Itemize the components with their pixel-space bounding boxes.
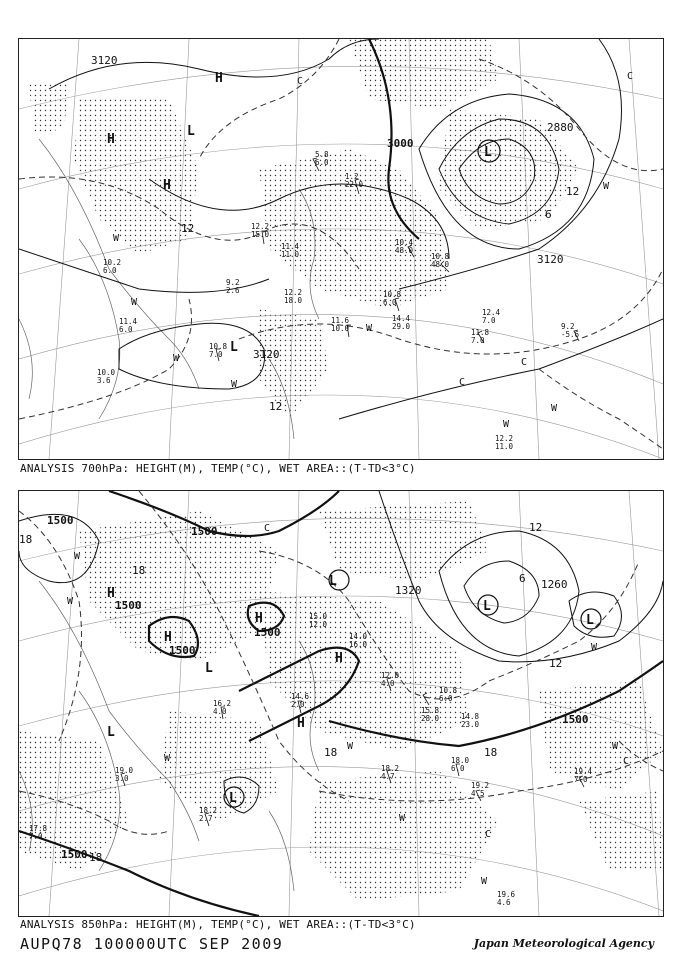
svg-text:18.2: 18.2 <box>199 806 218 815</box>
chart-code-label: AUPQ78 100000UTC SEP 2009 <box>20 935 284 953</box>
svg-text:11.0: 11.0 <box>495 442 514 451</box>
station-obs <box>349 632 368 649</box>
svg-text:4.0: 4.0 <box>381 679 395 688</box>
station-obs <box>226 278 240 295</box>
svg-text:14.4: 14.4 <box>392 314 411 323</box>
high-pressure-symbol: H <box>107 586 115 601</box>
warm-mark: W <box>74 551 81 562</box>
station-obs <box>461 712 480 729</box>
svg-text:12.2: 12.2 <box>495 434 514 443</box>
contour-label: 3000 <box>387 137 414 150</box>
svg-text:2.7: 2.7 <box>199 814 213 823</box>
station-obs <box>115 766 134 783</box>
svg-text:12.0: 12.0 <box>309 620 328 629</box>
map-700hpa-canvas <box>19 39 663 459</box>
svg-text:6.0: 6.0 <box>383 298 397 307</box>
contour-label: 1500 <box>169 644 196 657</box>
isotherm-label: 18 <box>132 564 146 577</box>
isotherm-label: 12 <box>269 400 283 413</box>
svg-text:2.6: 2.6 <box>226 286 240 295</box>
svg-text:5.8: 5.8 <box>315 150 329 159</box>
svg-text:29.0: 29.0 <box>392 322 411 331</box>
warm-mark: W <box>347 741 354 752</box>
svg-text:3.0: 3.0 <box>115 774 129 783</box>
contour-label: 1260 <box>541 578 568 591</box>
svg-text:10.8: 10.8 <box>383 290 402 299</box>
svg-text:7.0: 7.0 <box>482 316 496 325</box>
station-obs <box>315 150 329 167</box>
svg-text:19.4: 19.4 <box>574 767 593 776</box>
svg-text:19.6: 19.6 <box>497 890 516 899</box>
svg-text:3.6: 3.6 <box>97 376 111 385</box>
svg-text:15.8: 15.8 <box>421 706 440 715</box>
cold-mark: C <box>264 523 271 534</box>
contour-label: 3120 <box>537 253 564 266</box>
station-obs <box>421 706 440 723</box>
station-obs <box>251 222 270 239</box>
station-obs <box>495 434 514 451</box>
svg-text:4.7: 4.7 <box>381 772 395 781</box>
svg-text:17.8: 17.8 <box>29 824 48 833</box>
isotherm-label: 18 <box>89 851 103 864</box>
contour-label: 1500 <box>562 713 589 726</box>
warm-mark: W <box>113 233 120 244</box>
svg-text:6.0: 6.0 <box>103 266 117 275</box>
low-pressure-symbol: L <box>229 791 237 806</box>
isotherm-label: 18 <box>324 746 338 759</box>
high-pressure-symbol: H <box>164 630 172 645</box>
wet-area <box>259 591 469 751</box>
warm-mark: W <box>399 813 406 824</box>
svg-text:9.2: 9.2 <box>561 322 575 331</box>
svg-text:7.0: 7.0 <box>29 832 43 841</box>
station-obs <box>199 806 217 823</box>
warm-mark: W <box>173 353 180 364</box>
map-850hpa-canvas <box>19 491 663 916</box>
svg-text:10.0: 10.0 <box>331 324 350 333</box>
svg-text:6.0: 6.0 <box>119 325 133 334</box>
high-pressure-symbol: H <box>255 611 263 626</box>
map-panel-850hpa <box>18 490 664 917</box>
station-obs <box>431 252 450 269</box>
svg-text:4.6: 4.6 <box>497 898 511 907</box>
map-panel-700hpa <box>18 38 664 460</box>
station-obs <box>309 612 328 629</box>
wet-area <box>159 711 279 821</box>
svg-text:-5.6: -5.6 <box>561 330 580 339</box>
warm-mark: W <box>551 403 558 414</box>
svg-text:10.4: 10.4 <box>395 238 414 247</box>
warm-mark: W <box>67 596 74 607</box>
station-obs <box>471 781 489 798</box>
cold-mark: C <box>297 76 304 87</box>
station-obs <box>497 890 516 907</box>
warm-mark: W <box>603 181 610 192</box>
warm-mark: W <box>612 741 619 752</box>
svg-text:12.4: 12.4 <box>482 308 501 317</box>
agency-name: Japan Meteorological Agency <box>473 937 654 950</box>
isotherm-label: 18 <box>19 533 33 546</box>
svg-text:2.0: 2.0 <box>291 700 305 709</box>
caption-850hpa: ANALYSIS 850hPa: HEIGHT(M), TEMP(°C), WET AREA::(T-TD<3°C) <box>20 918 416 931</box>
svg-text:7.0: 7.0 <box>574 775 588 784</box>
cold-mark: C <box>623 756 630 767</box>
contour-label: 1500 <box>47 514 74 527</box>
svg-text:48.0: 48.0 <box>395 246 414 255</box>
high-pressure-symbol: H <box>163 178 171 193</box>
svg-text:14.0: 14.0 <box>349 632 368 641</box>
low-pressure-symbol: L <box>484 145 492 160</box>
svg-text:1.2: 1.2 <box>345 172 359 181</box>
svg-text:10.8: 10.8 <box>431 252 450 261</box>
warm-mark: W <box>481 876 488 887</box>
svg-text:11.8: 11.8 <box>471 328 490 337</box>
station-obs <box>392 314 411 331</box>
contour-label: 1320 <box>395 584 422 597</box>
svg-text:12.0: 12.0 <box>381 671 400 680</box>
svg-text:12.2: 12.2 <box>251 222 270 231</box>
caption-700hpa: ANALYSIS 700hPa: HEIGHT(M), TEMP(°C), WET AREA::(T-TD<3°C) <box>20 462 416 475</box>
wet-area <box>349 39 499 109</box>
svg-text:4.5: 4.5 <box>471 789 485 798</box>
svg-text:10.8: 10.8 <box>209 342 228 351</box>
isotherm-label: 12 <box>566 185 580 198</box>
station-obs <box>395 238 414 255</box>
isotherm-label: 6 <box>545 208 552 221</box>
contour-label: 3120 <box>91 54 118 67</box>
high-pressure-symbol: H <box>107 132 115 147</box>
station-obs <box>451 756 470 773</box>
svg-text:10.8: 10.8 <box>439 686 458 695</box>
svg-text:7.0: 7.0 <box>209 350 223 359</box>
warm-mark: W <box>131 297 138 308</box>
svg-text:6.0: 6.0 <box>315 158 329 167</box>
station-obs <box>284 288 303 305</box>
svg-text:16.2: 16.2 <box>213 699 232 708</box>
isotherm-label: 18 <box>484 746 498 759</box>
low-pressure-symbol: L <box>329 574 337 589</box>
svg-text:10.2: 10.2 <box>103 258 122 267</box>
contour-label: 1500 <box>61 848 88 861</box>
station-obs <box>281 242 300 259</box>
svg-text:28.0: 28.0 <box>421 714 440 723</box>
contour-label: 2880 <box>547 121 574 134</box>
station-obs <box>482 308 501 325</box>
cold-mark: C <box>521 357 528 368</box>
warm-mark: W <box>231 379 238 390</box>
low-pressure-symbol: L <box>230 340 238 355</box>
svg-text:19.2: 19.2 <box>471 781 490 790</box>
station-obs <box>97 368 116 385</box>
low-pressure-symbol: L <box>205 661 213 676</box>
svg-text:4.0: 4.0 <box>213 707 227 716</box>
contour-label: 1500 <box>191 525 218 538</box>
svg-text:23.0: 23.0 <box>461 720 480 729</box>
cold-mark: C <box>627 71 634 82</box>
high-pressure-symbol: H <box>335 651 343 666</box>
low-pressure-symbol: L <box>187 124 195 139</box>
contour-label: 1500 <box>254 626 281 639</box>
svg-text:14.8: 14.8 <box>461 712 480 721</box>
svg-text:15.0: 15.0 <box>251 230 270 239</box>
isotherm-label: 12 <box>549 657 563 670</box>
high-pressure-symbol: H <box>215 71 223 86</box>
wet-area <box>29 84 69 134</box>
warm-mark: W <box>164 753 171 764</box>
low-pressure-symbol: L <box>483 599 491 614</box>
svg-text:11.4: 11.4 <box>281 242 300 251</box>
isotherm-label: 6 <box>519 572 526 585</box>
warm-mark: W <box>591 642 598 653</box>
wet-area <box>319 501 489 581</box>
low-pressure-symbol: L <box>107 725 115 740</box>
warm-mark: W <box>503 419 510 430</box>
low-pressure-symbol: L <box>586 613 594 628</box>
svg-text:9.2: 9.2 <box>226 278 240 287</box>
cold-mark: C <box>485 829 492 840</box>
station-obs <box>331 316 350 333</box>
svg-text:18.2: 18.2 <box>381 764 400 773</box>
high-pressure-symbol: H <box>297 716 305 731</box>
svg-text:48.0: 48.0 <box>431 260 450 269</box>
svg-text:10.0: 10.0 <box>97 368 116 377</box>
svg-text:7.0: 7.0 <box>471 336 485 345</box>
svg-text:11.6: 11.6 <box>331 316 350 325</box>
svg-text:15.0: 15.0 <box>309 612 328 621</box>
cold-mark: C <box>459 377 466 388</box>
isotherm-label: 12 <box>181 222 195 235</box>
svg-text:6.0: 6.0 <box>439 694 453 703</box>
station-obs <box>103 258 121 275</box>
svg-text:18.0: 18.0 <box>451 756 470 765</box>
svg-text:16.0: 16.0 <box>349 640 368 649</box>
svg-text:14.6: 14.6 <box>291 692 310 701</box>
isotherm-label: 12 <box>529 521 543 534</box>
svg-text:19.0: 19.0 <box>115 766 134 775</box>
svg-text:11.4: 11.4 <box>119 317 138 326</box>
svg-text:11.0: 11.0 <box>281 250 300 259</box>
svg-text:18.0: 18.0 <box>284 296 303 305</box>
contour-label: 1500 <box>115 599 142 612</box>
svg-text:22.0: 22.0 <box>345 180 364 189</box>
contour-label: 3120 <box>253 348 280 361</box>
svg-text:12.2: 12.2 <box>284 288 303 297</box>
svg-text:6.0: 6.0 <box>451 764 465 773</box>
warm-mark: W <box>366 323 373 334</box>
